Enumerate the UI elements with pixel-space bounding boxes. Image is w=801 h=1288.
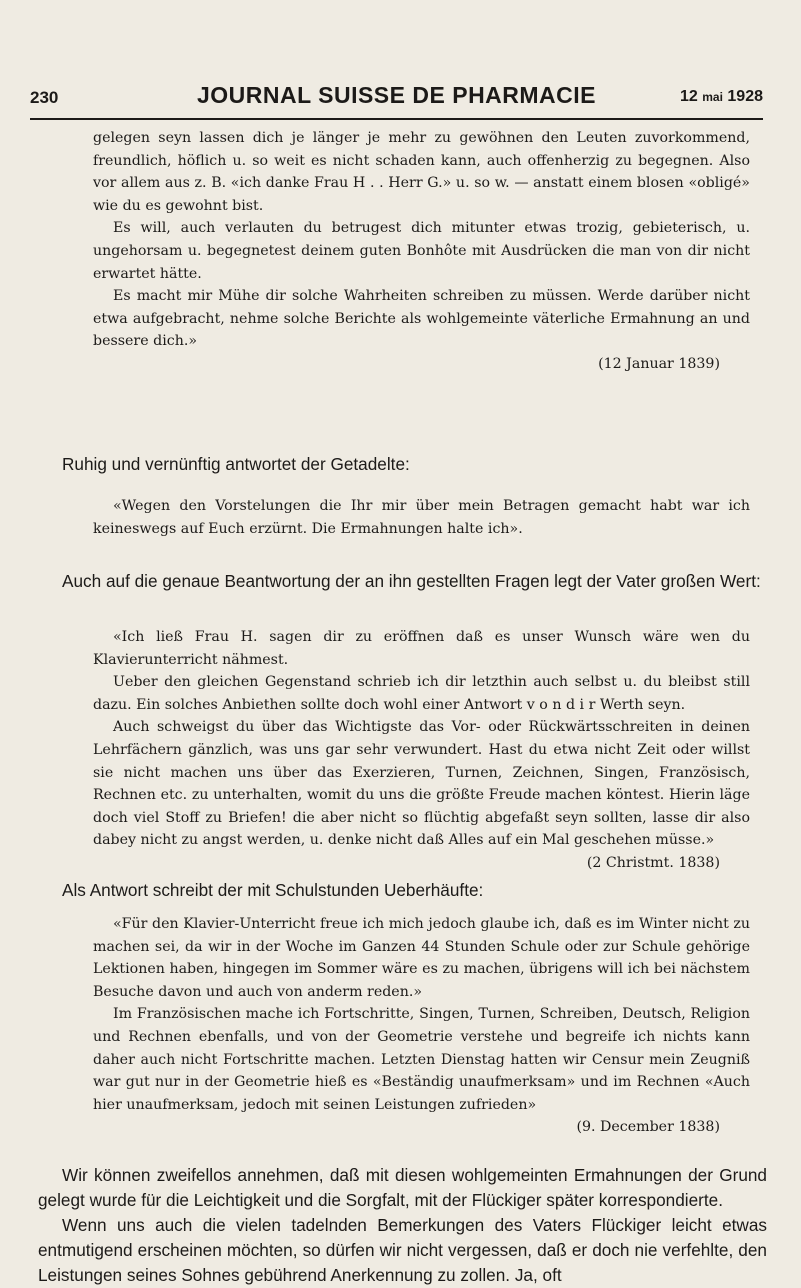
reply-quote-1 [93, 495, 750, 540]
narrative-paragraph: Auch auf die genaue Beantwortung der an ihn gestellten Fragen legt der Vater großen Wert: [62, 571, 761, 591]
conclusion [38, 1163, 767, 1288]
narrative-paragraph: Wenn uns auch die vielen tadelnden Bemerkungen des Vaters Flückiger leicht etwas entmutigend erscheinen möchten, so dürfen wir nicht vergessen, daß er doch nie verfehlte, den Leistungen seines Sohnes gebührend Anerkennung zu zollen. Ja, oft [38, 1215, 767, 1285]
letter-paragraph: gelegen seyn lassen dich je länger je mehr zu gewöhnen den Leuten zuvorkommend, freundlich, höflich u. so weit es nicht schaden kann, auch offenherzig zu begegnen. Also vor allem aus z. B. «ich danke Frau H . . Herr G.» u. so w. — anstatt einem blosen «obligé» wie du es gewohnt bist. [93, 130, 750, 214]
journal-title: JOURNAL SUISSE DE PHARMACIE [196, 82, 597, 108]
narrative-paragraph: Ruhig und vernünftig antwortet der Getadelte: [62, 454, 410, 474]
letter-date: (12 Januar 1839) [598, 355, 720, 372]
issue-year: 1928 [727, 88, 763, 105]
running-header [30, 82, 763, 118]
letter-paragraph: «Für den Klavier-Unterricht freue ich mich jedoch glaube ich, daß es im Winter nicht zu machen sei, da wir in der Woche im Ganzen 44 Stunden Schule oder zur Schule gehörige Lektionen haben, hingegen im Sommer wäre es zu machen, übrigens will ich bei nächstem Besuche davon und auch von anderm reden.» [93, 916, 750, 1000]
reply-quote-2 [93, 913, 750, 1139]
narrative-paragraph: Als Antwort schreibt der mit Schulstunden Ueberhäufte: [62, 880, 484, 900]
letter-paragraph: Es macht mir Mühe dir solche Wahrheiten schreiben zu müssen. Werde darüber nicht etwa aufgebracht, nehme solche Berichte als wohlgemeinte väterliche Ermahnung an und bessere dich.» [93, 288, 750, 350]
letter-quote-1 [93, 127, 750, 376]
letter-paragraph: «Wegen den Vorstelungen die Ihr mir über mein Betragen gemacht habt war ich keineswegs auf Euch erzürnt. Die Ermahnungen halte ich». [93, 498, 750, 537]
page-number: 230 [30, 88, 59, 107]
narrative-paragraph: Wir können zweifellos annehmen, daß mit diesen wohlgemeinten Ermahnungen der Grund gelegt wurde für die Leichtigkeit und die Sorgfalt, mit der Flückiger später korrespondierte. [38, 1165, 767, 1210]
letter-date: (2 Christmt. 1838) [586, 854, 720, 871]
issue-day: 12 [680, 88, 698, 105]
issue-date [680, 88, 763, 106]
issue-month: mai [702, 90, 723, 104]
letter-paragraph: «Ich ließ Frau H. sagen dir zu eröffnen daß es unser Wunsch wäre wen du Klavierunterricht nähmest. [93, 629, 750, 668]
letter-quote-2 [93, 626, 750, 875]
letter-date: (9. December 1838) [576, 1119, 720, 1136]
letter-paragraph: Im Französischen mache ich Fortschritte, Singen, Turnen, Schreiben, Deutsch, Religion und Rechnen ebenfalls, und von der Geometrie verstehe und begreife ich nichts kann daher auch nicht Fortschritte machen. Letzten Dienstag hatten wir Censur mein Zeugniß war gut nur in der Geometrie hieß es «Beständig unaufmerksam» und im Rechnen «Auch hier unaufmerksam, jedoch mit seinen Leistungen zufrieden» [93, 1006, 750, 1113]
letter-paragraph: Auch schweigst du über das Wichtigste das Vor- oder Rückwärtsschreiten in deinen Lehrfächern gänzlich, was uns gar sehr verwundert. Hast du etwa nicht Zeit oder willst sie nicht machen uns über das Exerzieren, Turnen, Zeichnen, Singen, Französisch, Rechnen etc. zu unterhalten, womit du uns die größte Freude machen köntest. Hierin läge doch viel Stoff zu Briefen! die aber nicht so flüchtig abgefaßt seyn sollten, lasse dir also dabey nicht zu angst werden, u. denke nicht daß Alles auf ein Mal geschehen müsse.» [93, 719, 750, 849]
header-rule [30, 118, 763, 120]
intro-paragraph-1 [38, 452, 767, 477]
letter-paragraph: Es will, auch verlauten du betrugest dich mitunter etwas trozig, gebieterisch, u. ungehorsam u. begegnetest deinem guten Bonhôte mit Ausdrücken die man von dir nicht erwartet hätte. [93, 220, 750, 282]
intro-paragraph-3 [38, 878, 767, 903]
letter-paragraph: Ueber den gleichen Gegenstand schrieb ich dir letzthin auch selbst u. du bleibst still dazu. Ein solches Anbiethen sollte doch wohl einer Antwort v o n d i r Werth seyn. [93, 674, 750, 713]
intro-paragraph-2 [38, 569, 767, 594]
